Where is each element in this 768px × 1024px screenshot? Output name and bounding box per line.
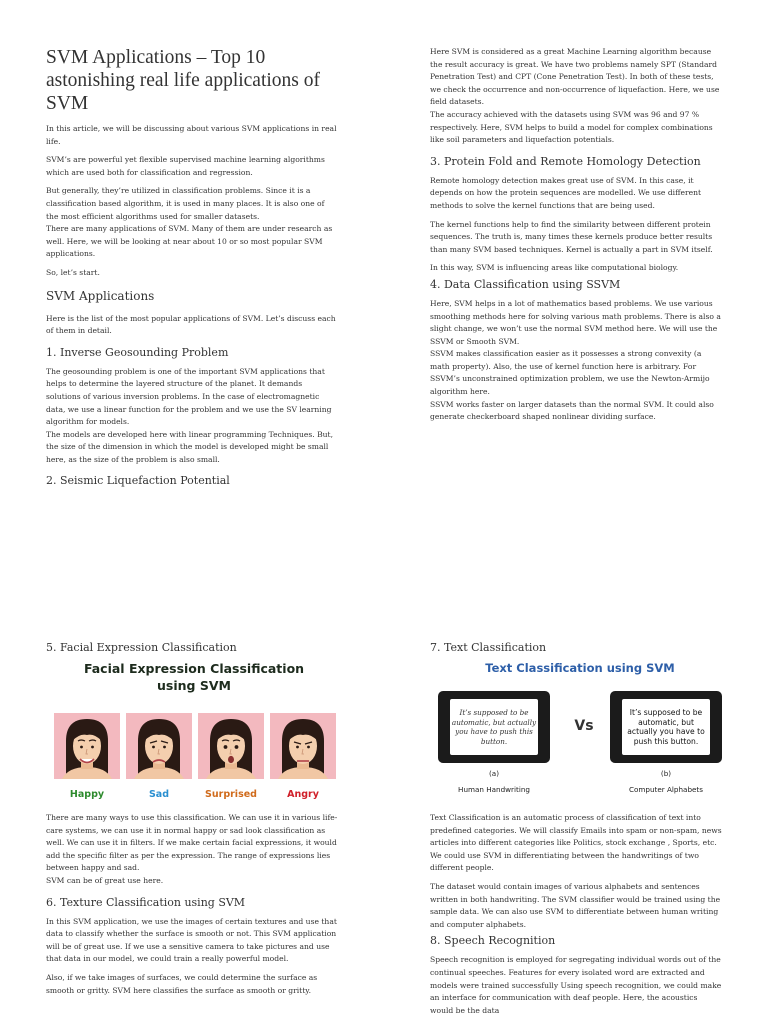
tablet-screen xyxy=(450,699,538,755)
face-image-sad xyxy=(126,713,192,779)
intro-paragraph: But generally, they’re utilized in classification problems. Since it is a classification based algorithm, it is used in many places. It is also one of the most efficient algorithms used for smaller datasets. There are many applications of SVM. Many of them are under research as well. Here, we will be looking at near about 10 or so most popular SVM applications. xyxy=(46,186,333,259)
page-title: SVM Applications – Top 10 astonishing real life applications of SVM xyxy=(46,47,321,114)
applications-paragraph: Here is the list of the most popular applications of SVM. Let’s discuss each of them in detail. xyxy=(46,313,336,336)
section-7-paragraph: Text Classification is an automatic process of classification of text into predefined categories. We will classify Emails into spam or non-spam, news articles into different categories like Politics, stock exchange , Sports, etc. We could use SVM in differentiating between the handwritings of two different people. xyxy=(430,813,722,873)
face-image-happy xyxy=(54,713,120,779)
surprised-face-portrait xyxy=(198,713,264,779)
tablet-computer xyxy=(610,691,722,763)
sad-face-portrait xyxy=(126,713,192,779)
section-5 xyxy=(46,640,338,655)
section-heading-6: 6. Texture Classification using SVM xyxy=(46,895,246,909)
tablet-handwriting xyxy=(438,691,550,763)
happy-face-portrait xyxy=(54,713,120,779)
section-heading-5: 5. Facial Expression Classification xyxy=(46,641,237,654)
left-column-top xyxy=(46,46,338,494)
section-heading-3: 3. Protein Fold and Remote Homology Detection xyxy=(430,154,701,168)
face-image-surprised xyxy=(198,713,264,779)
section-3-paragraph: The kernel functions help to find the similarity between different protein sequences. The truth is, many times these kernels produce better results than many SVM based techniques. Kernel is actually a part in SVM itself. xyxy=(430,219,713,254)
section-7 xyxy=(430,640,722,655)
section-4-paragraph: Here, SVM helps in a lot of mathematics based problems. We use various smoothing methods here for solving various math problems. There is also a slight change, we won’t use the normal SVM method here. We will use the SSVM or Smooth SVM. SSVM makes classification easier as it possesses a strong convexity (a math property). Also, the use of kernel function here is arbitrary. For SSVM’s unconstrained optimization problem, we use the Newton-Armijo algorithm here. SSVM works faster on larger datasets than the normal SVM. It could also generate checkerboard shaped nonlinear dividing surface. xyxy=(430,298,721,422)
left-column-bottom xyxy=(46,812,338,1003)
section-3-paragraph: In this way, SVM is influencing areas like computational biology. xyxy=(430,263,679,273)
figure-title: using SVM xyxy=(157,678,231,693)
right-column-top xyxy=(430,46,722,430)
figure-caption: Computer Alphabets xyxy=(629,785,703,794)
angry-face-portrait xyxy=(270,713,336,779)
computer-text: It’s supposed to be automatic, but actually you have to push this button. xyxy=(627,708,705,746)
facial-expression-figure xyxy=(46,660,342,808)
section-8-paragraph: Speech recognition is employed for segregating individual words out of the continual speeches. Features for every isolated word are extracted and models were trained successfully Using speech recognition, we could make an interface for communication with deaf people. Here, the acoustics would be the data xyxy=(430,955,722,1015)
face-label: Surprised xyxy=(205,789,257,800)
section-heading-1: 1. Inverse Geosounding Problem xyxy=(46,345,229,359)
handwritten-text: It’s supposed to be automatic, but actually you have to push this button. xyxy=(451,708,537,746)
face-grid xyxy=(54,713,334,808)
section-6-paragraph: In this SVM application, we use the images of certain textures and use that data to classify whether the surface is smooth or not. This SVM application will be of great use. If we use a sensitive camera to take pictures and use that data in our model, we could train a really powerful model. xyxy=(46,916,337,964)
section-5-paragraph: There are many ways to use this classification. We can use it in various life-care systems, we can use it in normal happy or sad look classification as well. We can use it in filters. If we make certain facial expressions, it would add the specific filter as per the expression. The range of expressions lies between happy and sad. SVM can be of great use here. xyxy=(46,813,338,885)
intro-paragraph: In this article, we will be discussing about various SVM applications in real life. xyxy=(46,124,337,146)
section-heading-8: 8. Speech Recognition xyxy=(430,934,556,948)
face-label: Angry xyxy=(287,789,319,800)
intro-paragraph: SVM’s are powerful yet flexible supervised machine learning algorithms which are used both for classification and regression. xyxy=(46,155,325,177)
figure-tag: (a) xyxy=(488,769,499,778)
section-1-paragraph: The geosounding problem is one of the important SVM applications that helps to determine the layered structure of the planet. It demands solutions of various inversion problems. In the case of electromagnetic data, we use a linear function for the problem and we use the SV learning algorithm for models. The models are developed here with linear programming Techniques. But, the size of the dimension in which the model is developed might be small here, as the size of the problem is also small. xyxy=(46,366,334,464)
right-column-bottom xyxy=(430,812,722,1023)
section-heading-2: 2. Seismic Liquefaction Potential xyxy=(46,474,230,488)
section-2-paragraph: Here SVM is considered as a great Machine Learning algorithm because the result accuracy is great. We have two problems namely SPT (Standard Penetration Test) and CPT (Cone Penetration Test). In both of these tests, we check the occurrence and non-occurrence of liquefaction. Here, we use field datasets. The accuracy achieved with the datasets using SVM was 96 and 97 % respectively. Here, SVM helps to build a model for complex combinations like soil parameters and liquefaction potentials. xyxy=(430,47,720,145)
section-heading-4: 4. Data Classification using SSVM xyxy=(430,277,621,291)
figure-title: Facial Expression Classification xyxy=(83,661,305,676)
tablet-screen xyxy=(622,699,710,755)
section-heading-7: 7. Text Classification xyxy=(430,641,547,654)
section-3-paragraph: Remote homology detection makes great use of SVM. In this case, it depends on how the protein sequences are modelled. We use different methods to solve the kernel functions that are being used. xyxy=(430,175,702,210)
section-7-paragraph: The dataset would contain images of various alphabets and sentences written in both handwriting. The SVM classifier would be trained using the sample data. We can also use SVM to differentiate between human writing and computer alphabets. xyxy=(430,881,721,929)
face-label: Happy xyxy=(69,789,105,800)
text-classification-figure xyxy=(430,656,730,808)
vs-label: Vs xyxy=(574,718,594,734)
section-heading-applications: SVM Applications xyxy=(46,288,155,303)
face-label: Sad xyxy=(148,789,170,800)
figure-tag: (b) xyxy=(660,769,672,778)
intro-paragraph: So, let’s start. xyxy=(46,267,100,277)
figure-title: Text Classification using SVM xyxy=(485,661,675,675)
figure-caption: Human Handwriting xyxy=(458,785,530,794)
face-image-angry xyxy=(270,713,336,779)
section-6-paragraph: Also, if we take images of surfaces, we could determine the surface as smooth or gritty. SVM here classifies the surface as smooth or gritty. xyxy=(46,972,318,995)
